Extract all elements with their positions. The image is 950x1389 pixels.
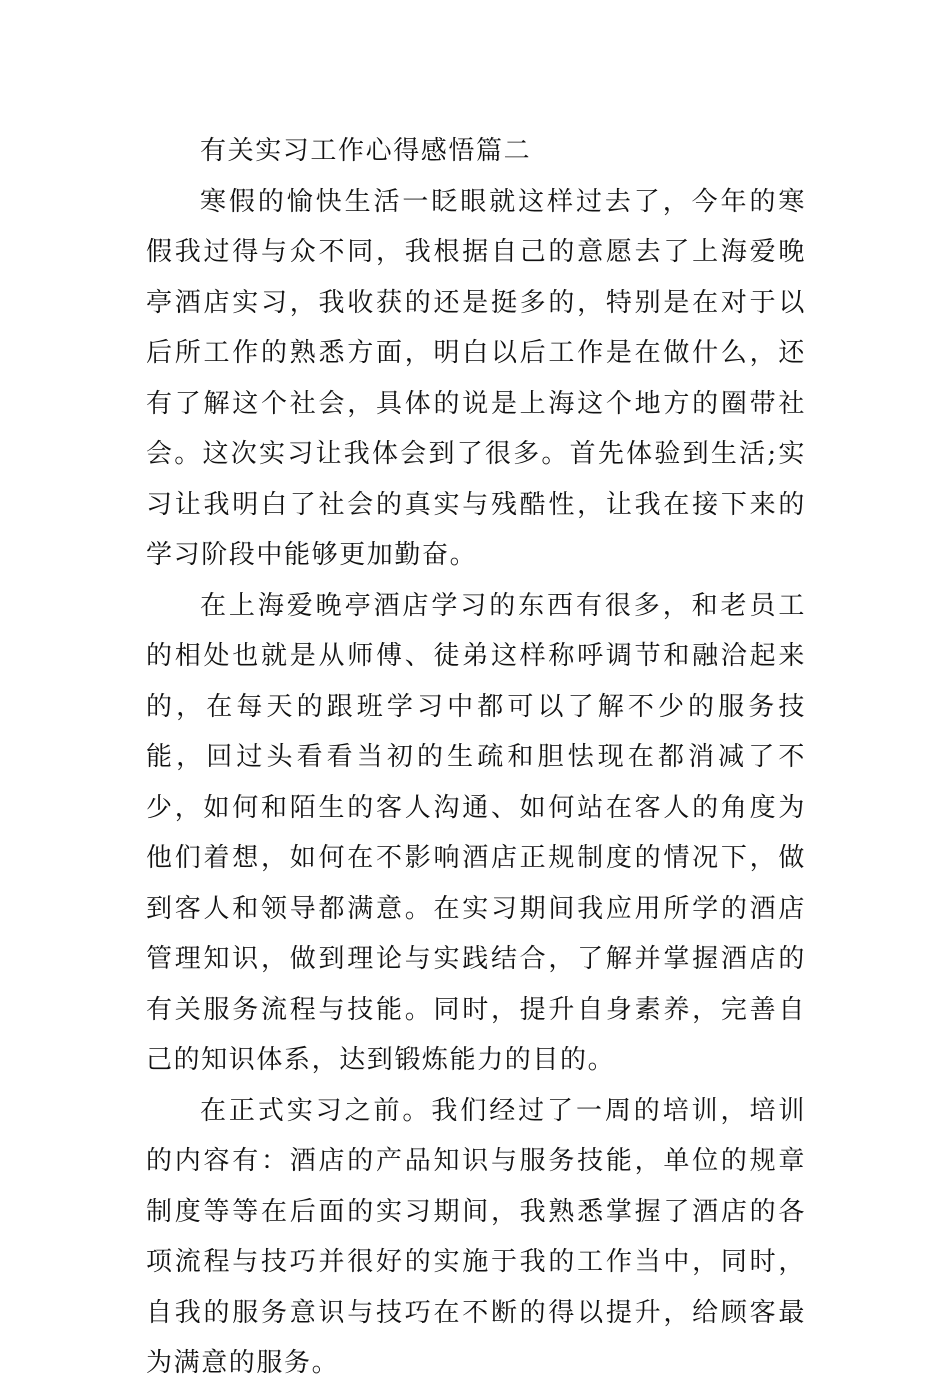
document-body	[146, 126, 806, 1389]
paragraph-1: 寒假的愉快生活一眨眼就这样过去了，今年的寒假我过得与众不同，我根据自己的意愿去了上海爱晚亭酒店实习，我收获的还是挺多的，特别是在对于以后所工作的熟悉方面，明白以后工作是在做什么，还有了解这个社会，具体的说是上海这个地方的圈带社会。这次实习让我体会到了很多。首先体验到生活;实习让我明白了社会的真实与残酷性，让我在接下来的学习阶段中能够更加勤奋。	[146, 186, 806, 570]
document-title: 有关实习工作心得感悟篇二	[200, 136, 532, 166]
paragraph-3: 在正式实习之前。我们经过了一周的培训，培训的内容有：酒店的产品知识与服务技能，单位的规章制度等等在后面的实习期间，我熟悉掌握了酒店的各项流程与技巧并很好的实施于我的工作当中，同时，自我的服务意识与技巧在不断的得以提升，给顾客最为满意的服务。	[146, 1095, 806, 1378]
paragraph-2: 在上海爱晚亭酒店学习的东西有很多，和老员工的相处也就是从师傅、徒弟这样称呼调节和融洽起来的，在每天的跟班学习中都可以了解不少的服务技能，回过头看看当初的生疏和胆怯现在都消减了不少，如何和陌生的客人沟通、如何站在客人的角度为他们着想，如何在不影响酒店正规制度的情况下，做到客人和领导都满意。在实习期间我应用所学的酒店管理知识，做到理论与实践结合，了解并掌握酒店的有关服务流程与技能。同时，提升自身素养，完善自己的知识体系，达到锻炼能力的目的。	[146, 590, 806, 1075]
